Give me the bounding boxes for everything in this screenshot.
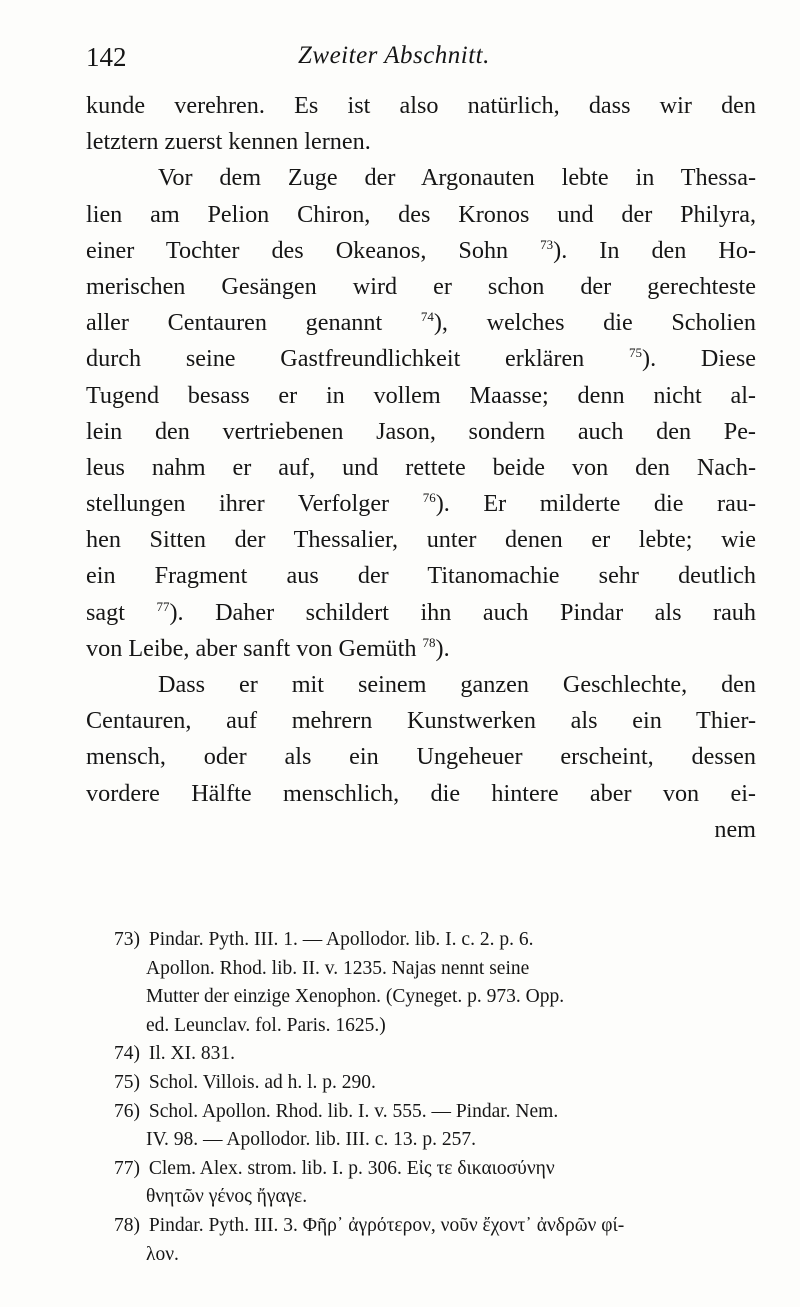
footnote-number: 73): [114, 929, 140, 950]
text-line: letztern zuerst kennen lernen.: [86, 128, 371, 156]
footnote-78: [114, 1212, 764, 1269]
footnote-line: θνητῶν γένος ἤγαγε.: [146, 1186, 308, 1208]
text-line: lien am Pelion Chiron, des Kronos und der Philyra,: [86, 200, 756, 228]
text-line: sagt $^{77}$). Daher schildert ihn auch Pindar als rauh: [86, 598, 756, 626]
footnote-line: Mutter der einzige Xenophon. (Cyneget. p. 973. Opp.: [146, 986, 565, 1008]
page-header: [86, 38, 756, 78]
footnote-reference: 78: [422, 634, 436, 650]
footnote-reference: 74: [420, 309, 434, 325]
footnote-reference: 73: [540, 236, 554, 252]
footnote-75: [114, 1069, 764, 1098]
text-line: durch seine Gastfreundlichkeit erklären $^{75}$). Diese: [86, 345, 756, 373]
footnote-73: [114, 926, 764, 1040]
text-line: mensch, oder als ein Ungeheuer erscheint, dessen: [86, 743, 756, 771]
text-line: Centauren, auf mehrern Kunstwerken als ein Thier-: [86, 707, 756, 735]
footnote-line: IV. 98. — Apollodor. lib. III. c. 13. p. 257.: [146, 1129, 477, 1151]
footnote-reference: 75: [629, 345, 643, 361]
text-line: ein Fragment aus der Titanomachie sehr deutlich: [86, 562, 756, 590]
text-line: einer Tochter des Okeanos, Sohn $^{73}$). In den Ho-: [86, 236, 756, 264]
text-line: hen Sitten der Thessalier, unter denen er lebte; wie: [86, 526, 756, 554]
text-line: kunde verehren. Es ist also natürlich, dass wir den: [86, 92, 756, 119]
footnote-line: Apollon. Rhod. lib. II. v. 1235. Najas nennt seine: [146, 957, 530, 979]
page-number: 142: [86, 42, 127, 72]
main-text: [86, 88, 756, 848]
footnote-line: λον.: [146, 1243, 179, 1265]
text-line: Dass er mit seinem ganzen Geschlechte, den: [158, 671, 756, 698]
footnote-line: ed. Leunclav. fol. Paris. 1625.): [146, 1014, 386, 1036]
footnote-77: [114, 1155, 764, 1212]
text-line: merischen Gesängen wird er schon der gerechteste: [86, 272, 756, 300]
footnote-74: [114, 1040, 764, 1069]
footnote-reference: 77: [156, 598, 170, 614]
text-line: Vor dem Zuge der Argonauten lebte in Thessa-: [158, 164, 756, 192]
footnote-line: Pindar. Pyth. III. 1. — Apollodor. lib. I. c. 2. p. 6.: [148, 929, 534, 950]
text-line: Tugend besass er in vollem Maasse; denn nicht al-: [86, 381, 756, 409]
text-line: aller Centauren genannt $^{74}$), welches die Scholien: [86, 309, 756, 337]
running-head: Zweiter Abschnitt.: [298, 42, 490, 69]
footnote-76: [114, 1098, 764, 1155]
text-line: von Leibe, aber sanft von Gemüth $^{78}$).: [86, 634, 450, 662]
text-line: leus nahm er auf, und rettete beide von den Nach-: [86, 453, 756, 481]
footnote-reference: 76: [422, 490, 436, 506]
text-line: stellungen ihrer Verfolger $^{76}$). Er milderte die rau-: [86, 490, 756, 518]
footnote-number: 75): [114, 1071, 140, 1093]
footnote-line: Il. XI. 831.: [148, 1043, 235, 1065]
footnote-line: Clem. Alex. strom. lib. I. p. 306. Εἰς τε δικαιοσύνην: [148, 1157, 555, 1179]
footnote-line: Schol. Villois. ad h. l. p. 290.: [148, 1071, 376, 1093]
footnote-number: 74): [114, 1043, 140, 1065]
footnote-number: 78): [114, 1214, 140, 1236]
text-line: lein den vertriebenen Jason, sondern auch den Pe-: [86, 417, 756, 445]
footnotes: [114, 926, 764, 1269]
footnote-number: 77): [114, 1157, 140, 1179]
catchword: nem: [714, 815, 756, 843]
footnote-number: 76): [114, 1100, 140, 1122]
footnote-line: Schol. Apollon. Rhod. lib. I. v. 555. — Pindar. Nem.: [148, 1100, 559, 1122]
text-line: vordere Hälfte menschlich, die hintere aber von ei-: [86, 779, 756, 807]
footnote-line: Pindar. Pyth. III. 3. Φῆρ᾽ ἀγρότερον, νοῦν ἔχοντ᾽ ἀνδρῶν φί-: [148, 1214, 625, 1236]
